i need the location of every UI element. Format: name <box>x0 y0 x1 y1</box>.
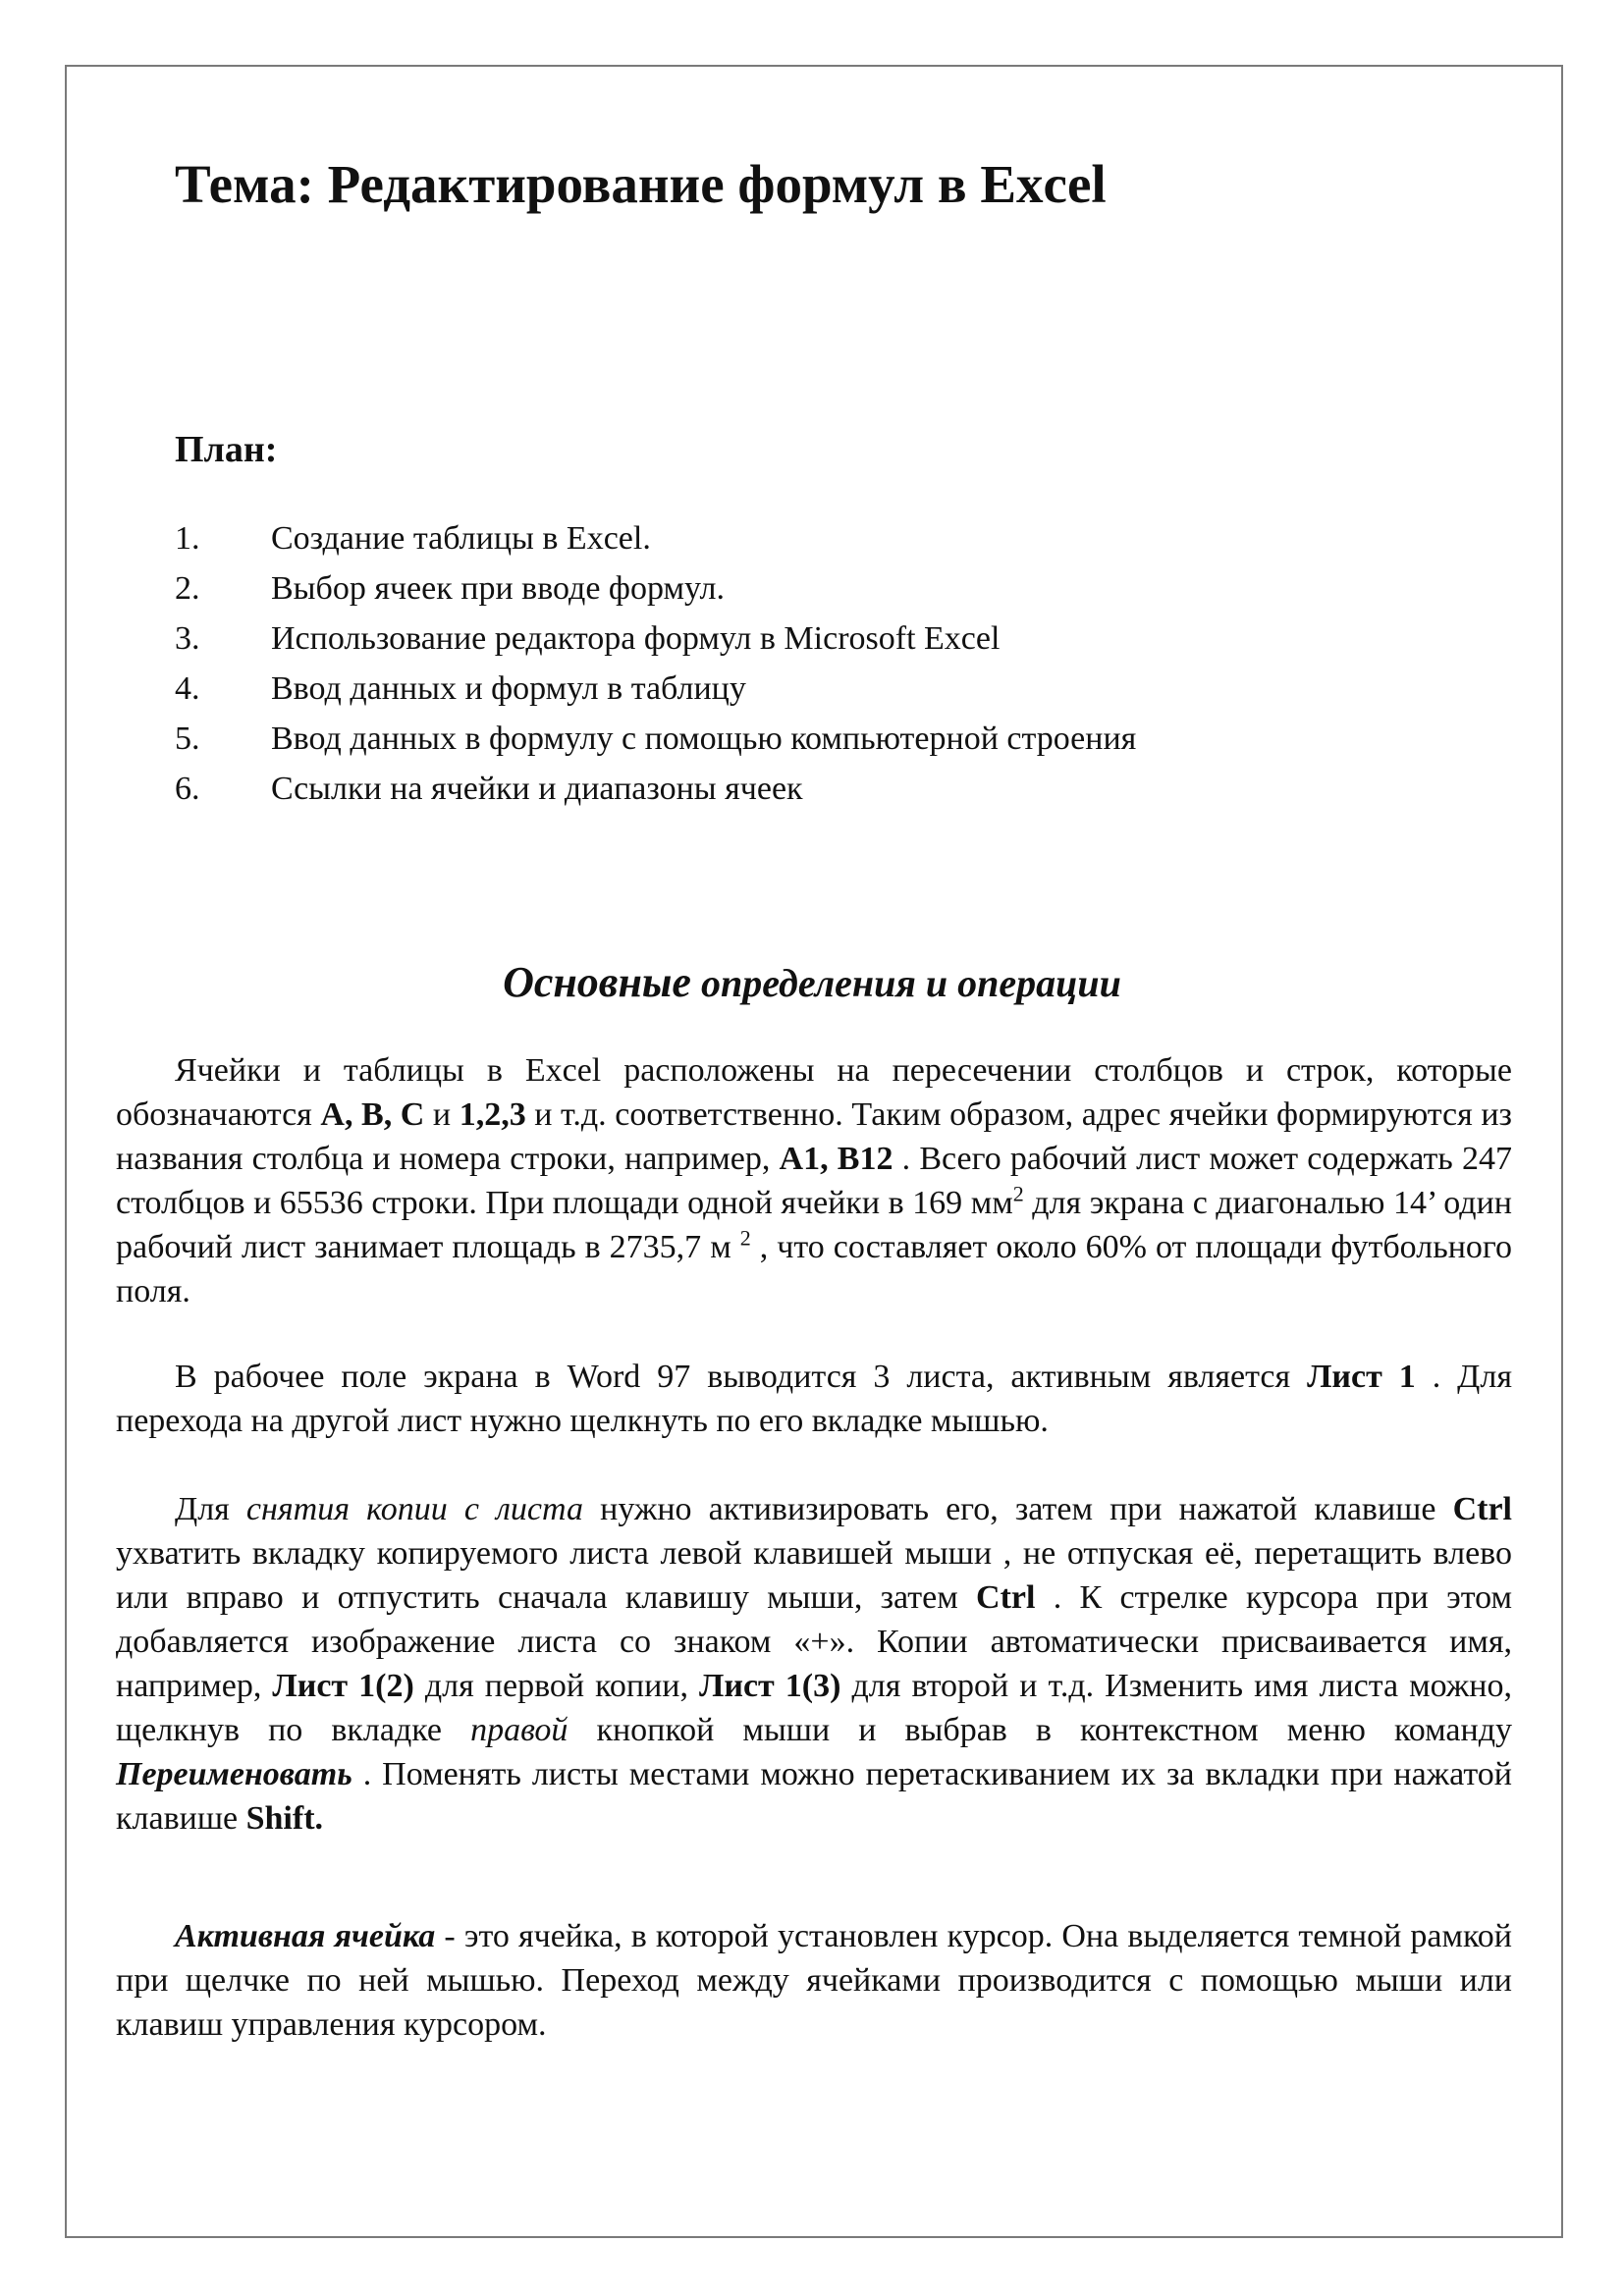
plan-item-number: 6. <box>175 771 200 807</box>
bold-run: 1,2,3 <box>459 1096 526 1133</box>
text-run: В рабочее поле экрана в Word 97 выводится 3 листа, активным является <box>175 1359 1308 1395</box>
bold-run: Ctrl <box>976 1579 1036 1616</box>
text-run: и <box>424 1096 460 1133</box>
text-run: для первой копии, <box>413 1668 700 1704</box>
bold-run: Лист 1(3) <box>699 1668 841 1704</box>
paragraph-cells-and-tables <box>116 1048 1512 1313</box>
text-run: , что составляет около 60% от площади футбольного поля. <box>116 1229 1513 1309</box>
plan-item-text: Ввод данных и формул в таблицу <box>271 670 746 707</box>
plan-item <box>175 614 1136 664</box>
plan-item <box>175 764 1136 814</box>
section-heading <box>118 957 1506 1009</box>
plan-item-text: Ввод данных в формулу с помощью компьютерной строения <box>271 721 1137 757</box>
bold-run: A, B, C <box>320 1096 425 1133</box>
plan-item-text: Выбор ячеек при вводе формул. <box>271 570 725 607</box>
plan-item-text: Использование редактора формул в Microsoft Excel <box>271 620 1001 657</box>
text-run: и т.д. соответственно. Таким образом, адрес ячейки формируются из названия столбца и номера строки, например, <box>116 1096 1512 1177</box>
text-run: нужно активизировать его, затем при нажатой клавише <box>583 1491 1453 1527</box>
text-run: . Поменять листы местами можно перетаскиванием их за вкладки при нажатой клавише <box>116 1756 1512 1837</box>
plan-item-text: Ссылки на ячейки и диапазоны ячеек <box>271 771 803 807</box>
text-run: Для <box>175 1491 246 1527</box>
plan-item <box>175 563 1136 614</box>
plan-item-number: 4. <box>175 670 200 707</box>
plan-item <box>175 714 1136 764</box>
text-run: . Для перехода на другой лист нужно щелкнуть по его вкладке мышью. <box>116 1359 1512 1439</box>
text-run: ухватить вкладку копируемого листа левой клавишей мыши , не отпуская её, перетащить влево или вправо и отпустить сначала клавишу мыши, затем <box>116 1535 1512 1616</box>
plan-item-number: 2. <box>175 570 200 607</box>
bold-italic-run: Переименовать <box>116 1756 352 1792</box>
plan-list <box>175 513 1136 814</box>
bold-run: Лист 1(2) <box>272 1668 414 1704</box>
section-heading-first-word: Основные <box>503 958 691 1006</box>
text-run: для второй и т.д. Изменить имя листа можно, щелкнув по вкладке <box>116 1668 1512 1748</box>
plan-item-text: Создание таблицы в Excel. <box>271 520 651 557</box>
superscript: 2 <box>1012 1181 1024 1206</box>
text-run: . К стрелке курсора при этом добавляется изображение листа со знаком «+». Копии автоматически присваивается имя, например, <box>116 1579 1512 1704</box>
bold-run: Лист 1 <box>1307 1359 1416 1395</box>
text-run: для экрана с диагональю 14’ один рабочий лист занимает площадь в 2735,7 м <box>116 1185 1512 1265</box>
plan-heading: План: <box>175 429 278 470</box>
plan-item-number: 5. <box>175 721 200 757</box>
italic-run: правой <box>470 1712 568 1748</box>
text-run: - это ячейка, в которой установлен курсор. Она выделяется темной рамкой при щелчке по ней мышью. Переход между ячейками производится с помощью мыши или клавиш управления курсором. <box>116 1918 1513 2043</box>
superscript: 2 <box>739 1225 751 1251</box>
paragraph-active-cell <box>116 1914 1512 2047</box>
bold-run: Shift. <box>245 1800 324 1837</box>
bold-run: Ctrl <box>1452 1491 1512 1527</box>
italic-run: снятия копии с листа <box>245 1491 583 1527</box>
bold-italic-run: Активная ячейка <box>175 1918 436 1954</box>
text-run: кнопкой мыши и выбрав в контекстном меню команду <box>568 1712 1512 1748</box>
plan-item-number: 3. <box>175 620 200 657</box>
plan-item <box>175 513 1136 563</box>
plan-item <box>175 664 1136 714</box>
text-run: Ячейки и таблицы в Excel расположены на пересечении столбцов и строк, которые обозначаются <box>116 1052 1512 1133</box>
section-heading-rest: определения и операции <box>690 961 1121 1005</box>
paragraph-copy-sheet <box>116 1487 1512 1841</box>
text-run: . Всего рабочий лист может содержать 247 столбцов и 65536 строки. При площади одной ячейки в 169 мм <box>116 1141 1513 1221</box>
plan-item-number: 1. <box>175 520 200 557</box>
bold-run: A1, B12 <box>779 1141 893 1177</box>
page-title: Тема: Редактирование формул в Excel <box>175 154 1107 214</box>
paragraph-worksheets <box>116 1355 1512 1443</box>
